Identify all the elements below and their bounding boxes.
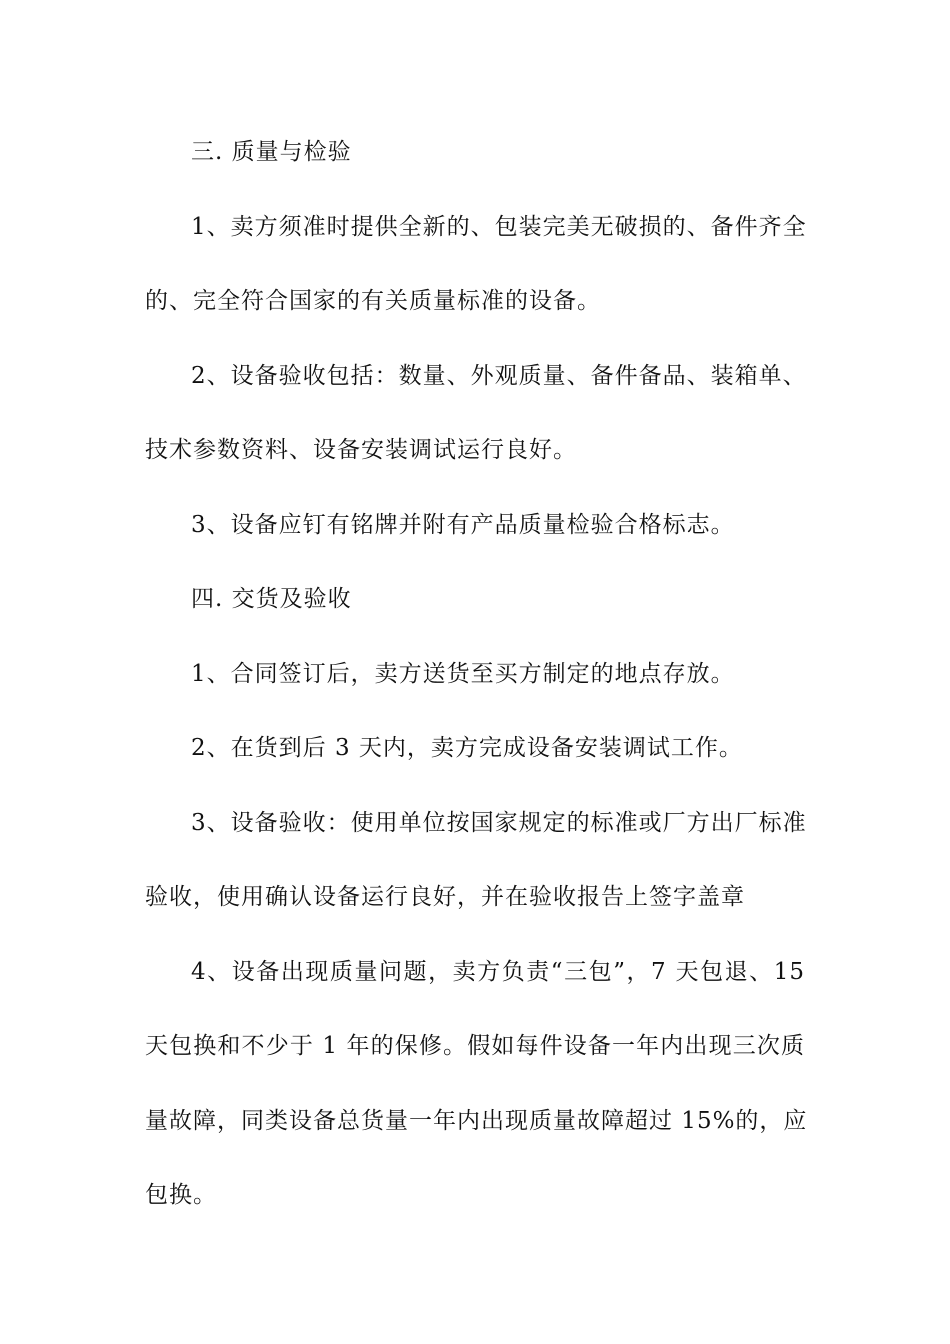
section-4-item-2: 2、在货到后 3 天内，卖方完成设备安装调试工作。 <box>191 735 743 761</box>
section-4-item-1: 1、合同签订后，卖方送货至买方制定的地点存放。 <box>191 661 735 687</box>
section-3-item-1-line-2: 的、完全符合国家的有关质量标准的设备。 <box>145 288 601 314</box>
section-4-heading: 四. 交货及验收 <box>191 586 352 612</box>
section-4-item-4-line-3: 量故障，同类设备总货量一年内出现质量故障超过 15%的，应 <box>145 1108 808 1134</box>
section-3-item-2-line-1: 2、设备验收包括：数量、外观质量、备件备品、装箱单、 <box>191 363 807 389</box>
section-3-item-2-line-2: 技术参数资料、设备安装调试运行良好。 <box>145 437 577 463</box>
section-4-item-3-line-2: 验收，使用确认设备运行良好，并在验收报告上签字盖章 <box>145 884 745 910</box>
section-4-item-4-line-2: 天包换和不少于 1 年的保修。假如每件设备一年内出现三次质 <box>145 1033 805 1059</box>
section-3-item-1-line-1: 1、卖方须准时提供全新的、包装完美无破损的、备件齐全 <box>191 214 807 240</box>
section-4-item-3-line-1: 3、设备验收：使用单位按国家规定的标准或厂方出厂标准 <box>191 810 807 836</box>
section-4-item-4-line-1: 4、设备出现质量问题，卖方负责“三包”，7 天包退、15 <box>191 959 805 985</box>
section-3-heading: 三. 质量与检验 <box>191 139 352 165</box>
section-4-item-4-line-4: 包换。 <box>145 1182 217 1208</box>
section-3-item-3: 3、设备应钉有铭牌并附有产品质量检验合格标志。 <box>191 512 735 538</box>
